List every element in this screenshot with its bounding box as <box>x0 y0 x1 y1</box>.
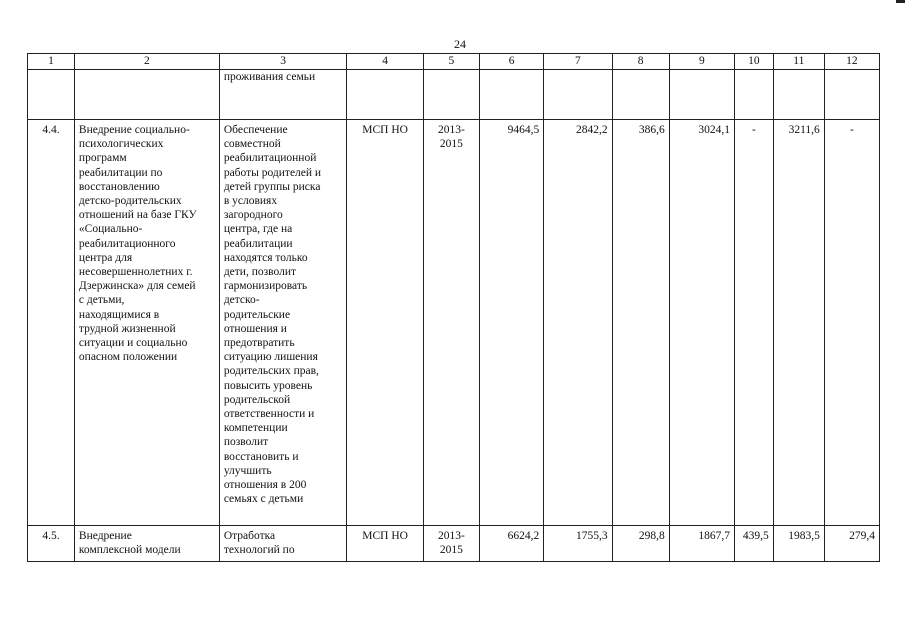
measure-name: Внедрение социально- психологических программ реабилитации по восстановлению детско-родительских отношений на базе ГКУ «Социально- реабилитационного центра для несовершеннолетних г. Дзержинска» для семей с детьми, находящимися в трудной жизненной ситуации и социально опасном положении <box>74 120 219 526</box>
continuation-row <box>28 70 880 120</box>
value-col7: 1755,3 <box>544 526 612 562</box>
page-number: 24 <box>454 37 466 51</box>
value-col9: 3024,1 <box>669 120 734 526</box>
col-header: 3 <box>219 54 347 70</box>
col-header: 1 <box>28 54 75 70</box>
value-col11: 1983,5 <box>773 526 824 562</box>
period: 2013- 2015 <box>423 120 479 526</box>
col-header: 8 <box>612 54 669 70</box>
col-header: 9 <box>669 54 734 70</box>
col-header: 10 <box>735 54 774 70</box>
col-header: 2 <box>74 54 219 70</box>
col-header: 5 <box>423 54 479 70</box>
expected-result: Отработка технологий по <box>219 526 347 562</box>
value-col12: 279,4 <box>824 526 879 562</box>
value-col8: 298,8 <box>612 526 669 562</box>
col-header: 4 <box>347 54 424 70</box>
table-row <box>28 120 880 526</box>
scan-mark <box>896 0 905 3</box>
value-col6: 6624,2 <box>479 526 543 562</box>
program-table <box>27 53 880 562</box>
item-number: 4.5. <box>28 526 75 562</box>
value-col12: - <box>824 120 879 526</box>
value-col10: 439,5 <box>735 526 774 562</box>
value-col6: 9464,5 <box>479 120 543 526</box>
col-header: 6 <box>479 54 543 70</box>
measure-name: Внедрение комплексной модели <box>74 526 219 562</box>
table-row <box>28 526 880 562</box>
executor: МСП НО <box>347 120 424 526</box>
item-number: 4.4. <box>28 120 75 526</box>
executor: МСП НО <box>347 526 424 562</box>
period: 2013- 2015 <box>423 526 479 562</box>
col-header: 7 <box>544 54 612 70</box>
value-col11: 3211,6 <box>773 120 824 526</box>
col-header: 12 <box>824 54 879 70</box>
col-header: 11 <box>773 54 824 70</box>
value-col9: 1867,7 <box>669 526 734 562</box>
value-col7: 2842,2 <box>544 120 612 526</box>
result-cell: проживания семьи <box>219 70 347 120</box>
expected-result: Обеспечение совместной реабилитационной работы родителей и детей группы риска в условиях загородного центра, где на реабилитации находятся только дети, позволит гармонизировать детско- родительские отношения и предотвратить ситуацию лишения родительских прав, повысить уровень родительской ответственности и компетенции позволит восстановить и улучшить отношения в 200 семьях с детьми <box>219 120 347 526</box>
value-col8: 386,6 <box>612 120 669 526</box>
value-col10: - <box>735 120 774 526</box>
header-row <box>28 54 880 70</box>
